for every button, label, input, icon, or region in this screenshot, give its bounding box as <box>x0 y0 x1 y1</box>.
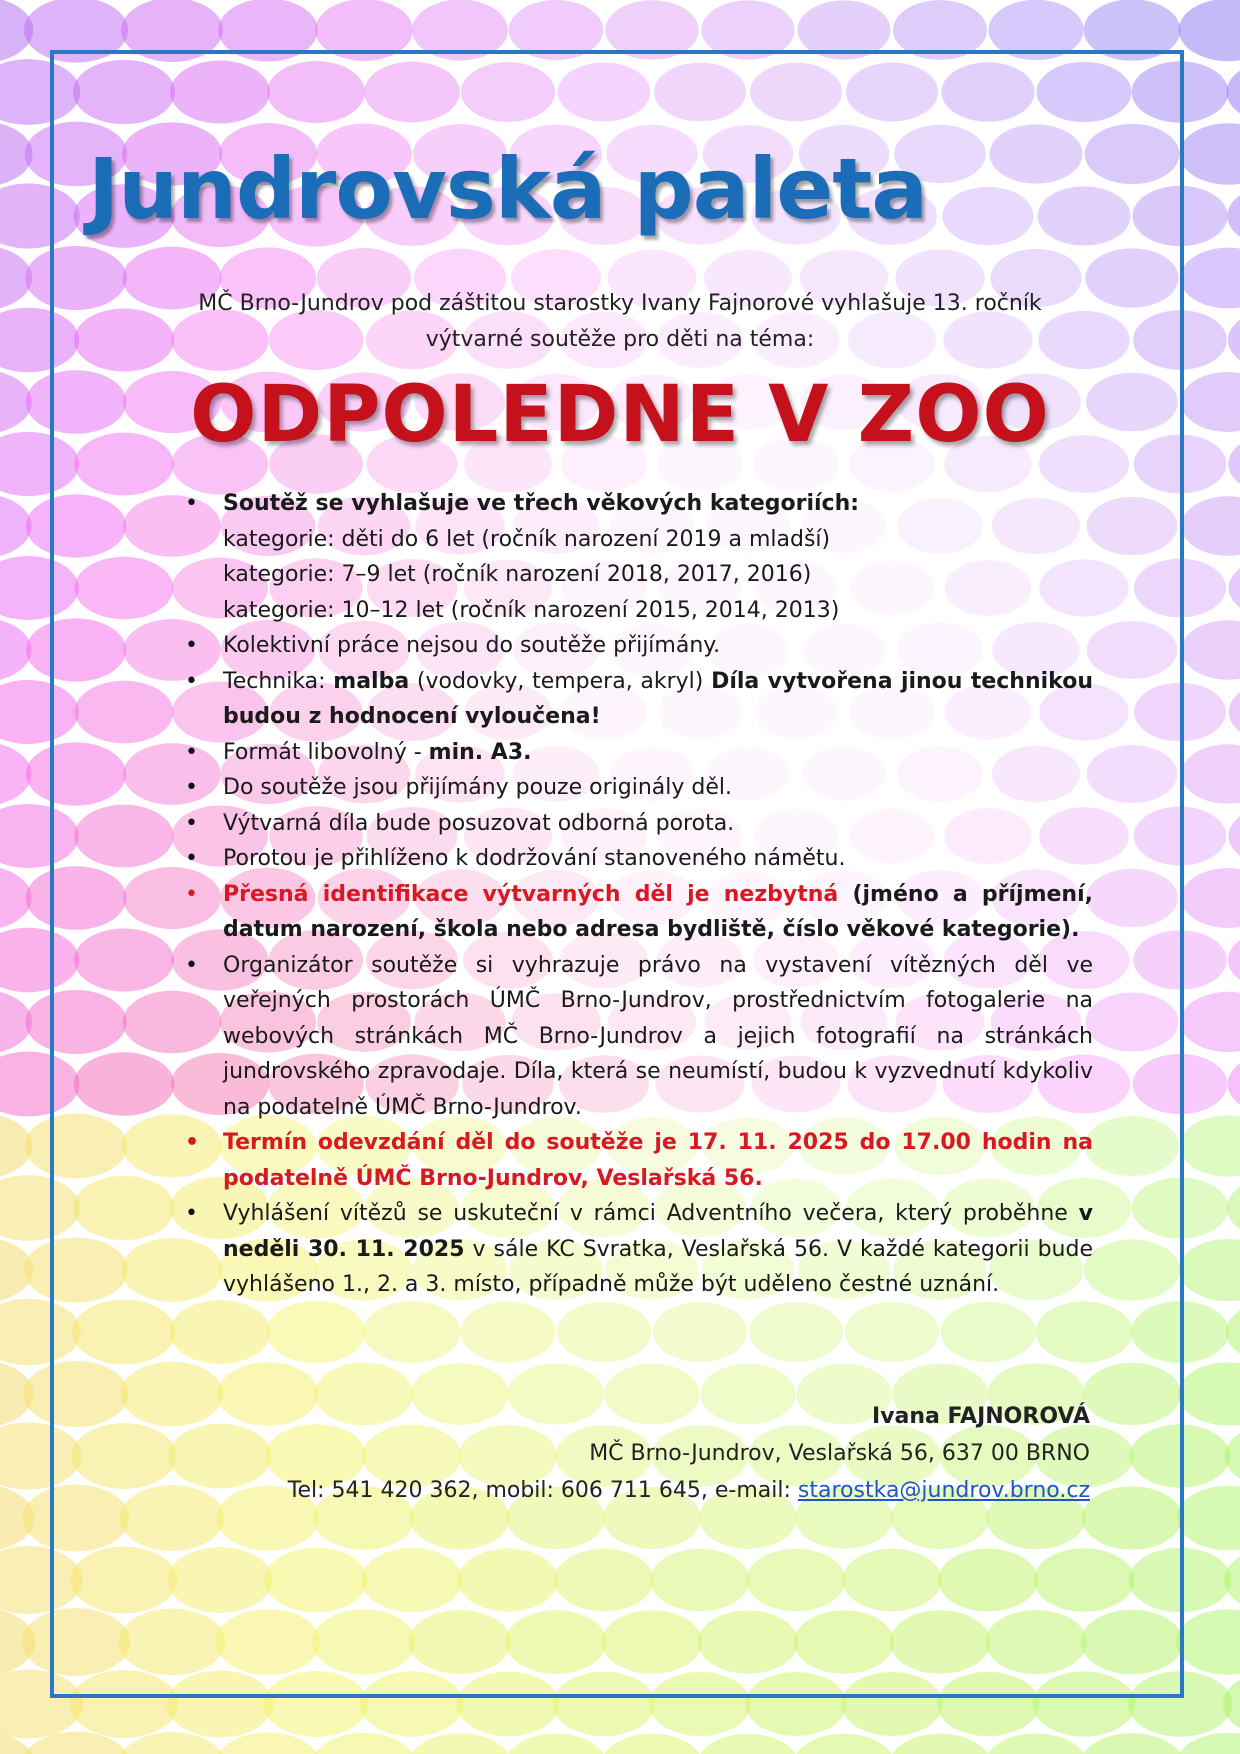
signature-address: MČ Brno-Jundrov, Veslařská 56, 637 00 BRNO <box>589 1441 1090 1466</box>
rule-categories <box>185 486 1093 628</box>
category-item: kategorie: 7–9 let (ročník narození 2018, 2017, 2016) <box>223 562 812 587</box>
identification-details: (jméno a příjmení, datum narození, škola nebo adresa bydliště, číslo věkové kategorie). <box>223 881 1093 942</box>
rule-format <box>185 735 1093 771</box>
signature-contact <box>288 1472 1090 1509</box>
technique-materials: (vodovky, tempera, akryl) <box>409 668 712 694</box>
announcement-date: v neděli 30. 11. 2025 <box>223 1201 1093 1262</box>
intro-line-2: výtvarné soutěže pro děti na téma: <box>425 327 815 352</box>
rule-announcement <box>185 1196 1093 1303</box>
signature-name: Ivana FAJNOROVÁ <box>872 1404 1090 1429</box>
signature-block <box>288 1398 1090 1509</box>
rule-theme: • Porotou je přihlíženo k dodržování stanoveného námětu. <box>185 841 1093 877</box>
email-link[interactable]: starostka@jundrov.brno.cz <box>797 1478 1090 1503</box>
contact-phones: Tel: 541 420 362, mobil: 606 711 645, e-mail: <box>287 1478 798 1503</box>
rule-jury: • Výtvarná díla bude posuzovat odborná porota. <box>185 806 1093 842</box>
categories-heading: Soutěž se vyhlašuje ve třech věkových kategoriích: <box>223 491 860 516</box>
intro-line-1: MČ Brno-Jundrov pod záštitou starostky Ivany Fajnorové vyhlašuje 13. ročník <box>198 291 1042 316</box>
announcement-prefix: Vyhlášení vítězů se uskuteční v rámci Adventního večera, který proběhne <box>223 1201 1079 1226</box>
rule-organizer: • Organizátor soutěže si vyhrazuje právo na vystavení vítězných děl ve veřejných prostorách ÚMČ Brno-Jundrov, prostřednictvím fotogalerie na webových stránkách MČ Brno-Jundrov a jejich fotografií na stránkách jundrovského zpravodaje. Díla, která se neumístí, budou k vyzvednutí kdykoliv na podatelně ÚMČ Brno-Jundrov. <box>185 948 1093 1126</box>
intro-text <box>140 286 1100 358</box>
rule-identification <box>185 877 1093 948</box>
identification-required: Přesná identifikace výtvarných děl je nezbytná <box>223 881 839 907</box>
technique-bold: malba <box>333 668 410 694</box>
announcement-suffix: v sále KC Svratka, Veslařská 56. V každé kategorii bude vyhlášeno 1., 2. a 3. místo, případně může být uděleno čestné uznání. <box>223 1236 1093 1297</box>
rule-originals: • Do soutěže jsou přijímány pouze originály děl. <box>185 770 1093 806</box>
rule-technique <box>185 664 1093 735</box>
category-item: kategorie: 10–12 let (ročník narození 2015, 2014, 2013) <box>223 597 840 623</box>
rules-list <box>185 486 1093 1303</box>
category-item: kategorie: děti do 6 let (ročník narození 2019 a mladší) <box>223 526 831 552</box>
competition-theme: ODPOLEDNE V ZOO <box>190 370 1050 460</box>
format-min: min. A3. <box>428 739 532 765</box>
technique-warning: Díla vytvořena jinou technikou budou z hodnocení vyloučena! <box>223 668 1093 729</box>
technique-prefix: Technika: <box>223 668 334 694</box>
rule-collective: • Kolektivní práce nejsou do soutěže přijímány. <box>185 628 1093 664</box>
format-prefix: Formát libovolný - <box>223 739 429 765</box>
rule-deadline: • Termín odevzdání děl do soutěže je 17. 11. 2025 do 17.00 hodin na podatelně ÚMČ Brno-Jundrov, Veslařská 56. <box>185 1125 1093 1196</box>
page-title: Jundrovská paleta <box>88 140 928 238</box>
